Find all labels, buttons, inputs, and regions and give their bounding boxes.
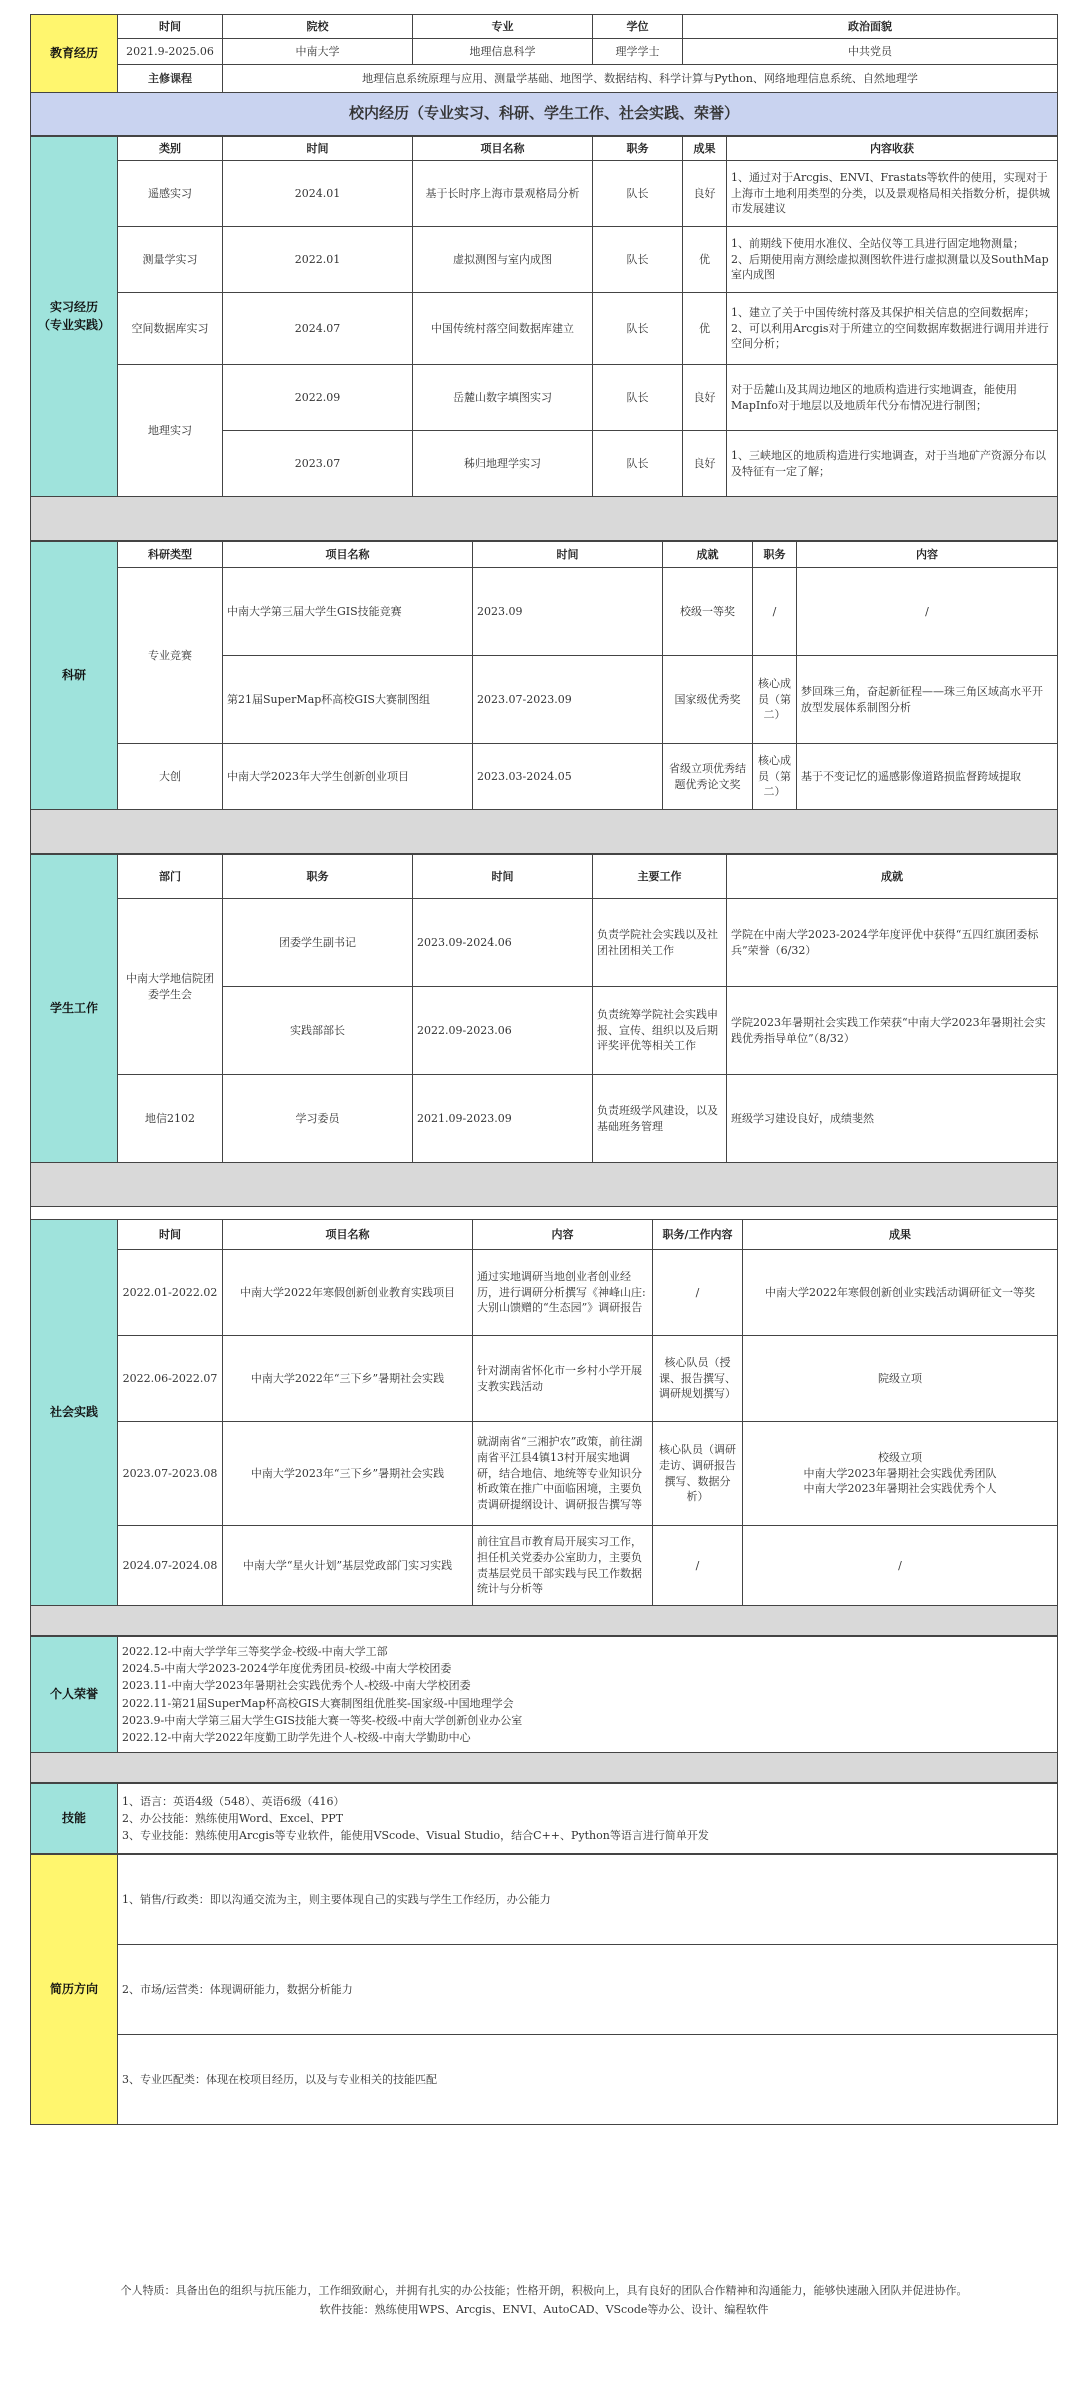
- courses-label: 主修课程: [118, 65, 223, 93]
- cell: 1、三峡地区的地质构造进行实地调查，对于当地矿产资源分布以及特征有一定了解；: [727, 431, 1058, 497]
- cell: 中南大学2023年“三下乡”暑期社会实践: [223, 1422, 473, 1526]
- cell: 大创: [118, 744, 223, 810]
- cell: /: [797, 568, 1058, 656]
- cell: 校级一等奖: [663, 568, 753, 656]
- spacer: [30, 1207, 1058, 1219]
- cell: 中南大学2022年寒假创新创业实践活动调研征文一等奖: [743, 1250, 1058, 1336]
- research-table: [30, 541, 1058, 854]
- col-header: 职务: [593, 137, 683, 161]
- cell: 基于不变记忆的遥感影像道路损监督跨域提取: [797, 744, 1058, 810]
- table-row: [31, 365, 1058, 431]
- direction-table: [30, 1854, 1058, 2125]
- col-header: 内容: [473, 1220, 653, 1250]
- col-header: 时间: [413, 855, 593, 899]
- cell: 核心队员（调研走访、调研报告撰写、数据分析）: [653, 1422, 743, 1526]
- cell: 队长: [593, 293, 683, 365]
- table-row: [31, 744, 1058, 810]
- cell: 良好: [683, 161, 727, 227]
- cell: 2024.01: [223, 161, 413, 227]
- col-header: 类别: [118, 137, 223, 161]
- cell: 2022.06-2022.07: [118, 1336, 223, 1422]
- cell: 就湖南省“三湘护农”政策，前往湖南省平江县4镇13村开展实地调研，结合地信、地统等专业知识分析政策在推广中面临困境，主要负责调研提纲设计、调研报告撰写等: [473, 1422, 653, 1526]
- cell: 遥感实习: [118, 161, 223, 227]
- resume-page: [30, 14, 1058, 2125]
- cell: 队长: [593, 365, 683, 431]
- cell: 1、建立了关于中国传统村落及其保护相关信息的空间数据库； 2、可以利用Arcgis对于所建立的空间数据库数据进行调用并进行空间分析；: [727, 293, 1058, 365]
- col-header: 科研类型: [118, 542, 223, 568]
- col-header: 政治面貌: [683, 15, 1058, 39]
- section-gap: [31, 1163, 1058, 1207]
- direction-item: 3、专业匹配类：体现在校项目经历，以及与专业相关的技能匹配: [118, 2035, 1058, 2125]
- cell: 队长: [593, 431, 683, 497]
- internship-label-sub: （专业实践）: [37, 317, 110, 332]
- cell: 2023.03-2024.05: [473, 744, 663, 810]
- campus-banner: 校内经历（专业实习、科研、学生工作、社会实践、荣誉）: [31, 93, 1058, 136]
- cell: 秭归地理学实习: [413, 431, 593, 497]
- cell: 2023.07: [223, 431, 413, 497]
- student-work-label: 学生工作: [31, 855, 118, 1163]
- cell: 优: [683, 227, 727, 293]
- cell: 负责统筹学院社会实践申报、宣传、组织以及后期评奖评优等相关工作: [593, 987, 727, 1075]
- list-item: 2024.5-中南大学2023-2024学年度优秀团员-校级-中南大学校团委: [122, 1662, 452, 1676]
- cell: 1、通过对于Arcgis、ENVI、Frastats等软件的使用，实现对于上海市土地利用类型的分类，以及景观格局相关指数分析，提供城市发展建议: [727, 161, 1058, 227]
- cell: 良好: [683, 365, 727, 431]
- cell: 负责学院社会实践以及社团社团相关工作: [593, 899, 727, 987]
- cell: 班级学习建设良好，成绩斐然: [727, 1075, 1058, 1163]
- cell: 2021.09-2023.09: [413, 1075, 593, 1163]
- cell: 中南大学2022年“三下乡”暑期社会实践: [223, 1336, 473, 1422]
- cell: 地理实习: [118, 365, 223, 497]
- col-header: 院校: [223, 15, 413, 39]
- cell: 中南大学2022年寒假创新创业教育实践项目: [223, 1250, 473, 1336]
- education-label: 教育经历: [31, 15, 118, 93]
- direction-item: 1、销售/行政类：即以沟通交流为主，则主要体现自己的实践与学生工作经历，办公能力: [118, 1855, 1058, 1945]
- list-item: 1、语言：英语4级（548）、英语6级（416）: [122, 1794, 345, 1808]
- cell: 校级立项 中南大学2023年暑期社会实践优秀团队 中南大学2023年暑期社会实践优秀个人: [743, 1422, 1058, 1526]
- edu-school: 中南大学: [223, 39, 413, 65]
- cell: 2023.09-2024.06: [413, 899, 593, 987]
- col-header: 部门: [118, 855, 223, 899]
- list-item: 2022.12-中南大学2022年度勤工助学先进个人-校级-中南大学勤助中心: [122, 1730, 471, 1744]
- cell: 2022.01: [223, 227, 413, 293]
- cell: /: [753, 568, 797, 656]
- col-header: 成就: [727, 855, 1058, 899]
- cell: 中南大学2023年大学生创新创业项目: [223, 744, 473, 810]
- honors-table: [30, 1636, 1058, 1783]
- cell: 省级立项优秀结题优秀论文奖: [663, 744, 753, 810]
- honors-label: 个人荣誉: [31, 1637, 118, 1753]
- table-row: [31, 227, 1058, 293]
- cell: 院级立项: [743, 1336, 1058, 1422]
- col-header: 内容收获: [727, 137, 1058, 161]
- col-header: 主要工作: [593, 855, 727, 899]
- cell: 1、前期线下使用水准仪、全站仪等工具进行固定地物测量； 2、后期使用南方测绘虚拟测图软件进行虚拟测量以及SouthMap室内成图: [727, 227, 1058, 293]
- cell: 实践部部长: [223, 987, 413, 1075]
- edu-major: 地理信息科学: [413, 39, 593, 65]
- col-header: 职务: [753, 542, 797, 568]
- col-header: 学位: [593, 15, 683, 39]
- internship-label-main: 实习经历: [49, 300, 98, 315]
- table-row: [31, 161, 1058, 227]
- social-label: 社会实践: [31, 1220, 118, 1606]
- list-item: 2023.11-中南大学2023年暑期社会实践优秀个人-校级-中南大学校团委: [122, 1679, 471, 1693]
- table-row: [31, 293, 1058, 365]
- direction-label: 简历方向: [31, 1855, 118, 2125]
- cell: 2024.07: [223, 293, 413, 365]
- col-header: 时间: [473, 542, 663, 568]
- col-header: 时间: [118, 1220, 223, 1250]
- cell: 队长: [593, 161, 683, 227]
- cell: 基于长时序上海市景观格局分析: [413, 161, 593, 227]
- cell: 专业竞赛: [118, 568, 223, 744]
- cell: 国家级优秀奖: [663, 656, 753, 744]
- cell: /: [743, 1526, 1058, 1606]
- cell: 优: [683, 293, 727, 365]
- cell: 2023.07-2023.09: [473, 656, 663, 744]
- table-row: [31, 1075, 1058, 1163]
- education-table: [30, 14, 1058, 136]
- cell: 学院在中南大学2023-2024学年度评优中获得“五四红旗团委标兵”荣誉（6/32）: [727, 899, 1058, 987]
- cell: 中南大学地信院团委学生会: [118, 899, 223, 1075]
- cell: 中南大学“星火计划”基层党政部门实习实践: [223, 1526, 473, 1606]
- internship-label: [31, 137, 118, 497]
- col-header: 职务: [223, 855, 413, 899]
- honors-list: [118, 1637, 1058, 1753]
- cell: 中国传统村落空间数据库建立: [413, 293, 593, 365]
- col-header: 成就: [663, 542, 753, 568]
- internship-table: [30, 136, 1058, 541]
- courses-value: 地理信息系统原理与应用、测量学基础、地图学、数据结构、科学计算与Python、网络地理信息系统、自然地理学: [223, 65, 1058, 93]
- skills-table: [30, 1783, 1058, 1854]
- footer-software: 软件技能：熟练使用WPS、Arcgis、ENVI、AutoCAD、VScode等办公、设计、编程软件: [319, 2302, 769, 2316]
- section-gap: [31, 497, 1058, 541]
- skills-list: [118, 1784, 1058, 1854]
- col-header: 成果: [743, 1220, 1058, 1250]
- edu-politics: 中共党员: [683, 39, 1058, 65]
- table-row: [31, 568, 1058, 656]
- table-row: [31, 1526, 1058, 1606]
- section-gap: [31, 810, 1058, 854]
- footer-traits: 个人特质：具备出色的组织与抗压能力，工作细致耐心，并拥有扎实的办公技能；性格开朗，积极向上，具有良好的团队合作精神和沟通能力，能够快速融入团队并促进协作。: [120, 2284, 968, 2297]
- col-header: 专业: [413, 15, 593, 39]
- student-work-table: [30, 854, 1058, 1207]
- cell: 2023.09: [473, 568, 663, 656]
- cell: 岳麓山数字填图实习: [413, 365, 593, 431]
- cell: 2024.07-2024.08: [118, 1526, 223, 1606]
- cell: 针对湖南省怀化市一乡村小学开展支教实践活动: [473, 1336, 653, 1422]
- col-header: 成果: [683, 137, 727, 161]
- cell: 学习委员: [223, 1075, 413, 1163]
- cell: 学院2023年暑期社会实践工作荣获“中南大学2023年暑期社会实践优秀指导单位”（8/32）: [727, 987, 1058, 1075]
- list-item: 2022.12-中南大学学年三等奖学金-校级-中南大学工部: [122, 1645, 388, 1659]
- col-header: 项目名称: [413, 137, 593, 161]
- cell: 2022.01-2022.02: [118, 1250, 223, 1336]
- cell: 虚拟测图与室内成图: [413, 227, 593, 293]
- cell: 对于岳麓山及其周边地区的地质构造进行实地调查，能使用MapInfo对于地层以及地质年代分布情况进行制图；: [727, 365, 1058, 431]
- col-header: 职务/工作内容: [653, 1220, 743, 1250]
- section-gap: [31, 1606, 1058, 1636]
- table-row: [31, 1250, 1058, 1336]
- cell: 核心成员（第二）: [753, 744, 797, 810]
- social-practice-table: [30, 1219, 1058, 1636]
- cell: 地信2102: [118, 1075, 223, 1163]
- cell: 2022.09-2023.06: [413, 987, 593, 1075]
- cell: 空间数据库实习: [118, 293, 223, 365]
- list-item: 2022.11-第21届SuperMap杯高校GIS大赛制图组优胜奖-国家级-中国地理学会: [122, 1696, 514, 1710]
- cell: /: [653, 1250, 743, 1336]
- col-header: 时间: [223, 137, 413, 161]
- cell: 通过实地调研当地创业者创业经历，进行调研分析撰写《神峰山庄:大别山馈赠的“生态园”》调研报告: [473, 1250, 653, 1336]
- list-item: 3、专业技能：熟练使用Arcgis等专业软件，能使用VScode、Visual Studio，结合C++、Python等语言进行简单开发: [122, 1829, 709, 1843]
- table-row: [31, 899, 1058, 987]
- edu-time: 2021.9-2025.06: [118, 39, 223, 65]
- col-header: 项目名称: [223, 542, 473, 568]
- skills-label: 技能: [31, 1784, 118, 1854]
- direction-item: 2、市场/运营类：体现调研能力，数据分析能力: [118, 1945, 1058, 2035]
- col-header: 项目名称: [223, 1220, 473, 1250]
- col-header: 时间: [118, 15, 223, 39]
- table-row: [31, 1422, 1058, 1526]
- cell: 核心成员（第二）: [753, 656, 797, 744]
- cell: 2023.07-2023.08: [118, 1422, 223, 1526]
- footer: [30, 2282, 1058, 2319]
- cell: 前往宜昌市教育局开展实习工作，担任机关党委办公室助力，主要负责基层党员干部实践与民工作数据统计与分析等: [473, 1526, 653, 1606]
- cell: 第21届SuperMap杯高校GIS大赛制图组: [223, 656, 473, 744]
- edu-degree: 理学学士: [593, 39, 683, 65]
- cell: 良好: [683, 431, 727, 497]
- cell: 团委学生副书记: [223, 899, 413, 987]
- list-item: 2、办公技能：熟练使用Word、Excel、PPT: [122, 1811, 344, 1825]
- cell: 测量学实习: [118, 227, 223, 293]
- cell: 队长: [593, 227, 683, 293]
- cell: 中南大学第三届大学生GIS技能竞赛: [223, 568, 473, 656]
- cell: /: [653, 1526, 743, 1606]
- cell: 梦回珠三角，奋起新征程——珠三角区域高水平开放型发展体系制图分析: [797, 656, 1058, 744]
- cell: 负责班级学风建设，以及基础班务管理: [593, 1075, 727, 1163]
- section-gap: [31, 1753, 1058, 1783]
- col-header: 内容: [797, 542, 1058, 568]
- cell: 核心队员（授课、报告撰写、调研规划撰写）: [653, 1336, 743, 1422]
- cell: 2022.09: [223, 365, 413, 431]
- list-item: 2023.9-中南大学第三届大学生GIS技能大赛一等奖-校级-中南大学创新创业办公室: [122, 1713, 523, 1727]
- table-row: [31, 1336, 1058, 1422]
- research-label: 科研: [31, 542, 118, 810]
